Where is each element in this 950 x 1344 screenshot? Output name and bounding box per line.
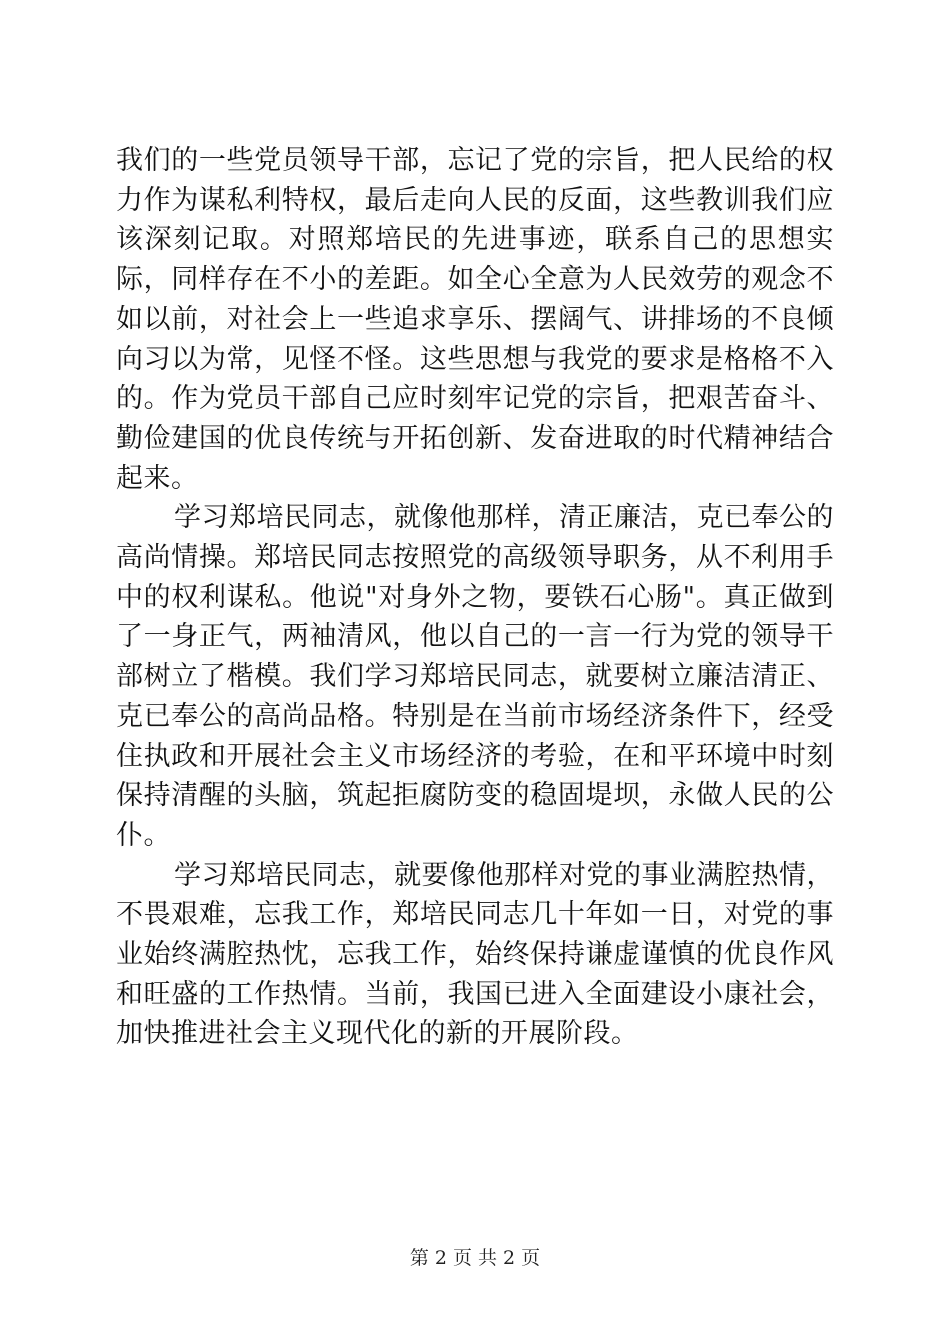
paragraph-3: 学习郑培民同志，就要像他那样对党的事业满腔热情，不畏艰难，忘我工作，郑培民同志几十年如一日，对党的事业始终满腔热忱，忘我工作，始终保持谦虚谨慎的优良作风和旺盛的工作热情。当前，我国已进入全面建设小康社会，加快推进社会主义现代化的新的开展阶段。	[116, 859, 834, 1050]
paragraph-2: 学习郑培民同志，就像他那样，清正廉洁，克已奉公的高尚情操。郑培民同志按照党的高级领导职务，从不利用手中的权利谋私。他说"对身外之物，要铁石心肠"。真正做到了一身正气，两袖清风，他以自己的一言一行为党的领导干部树立了楷模。我们学习郑培民同志，就要树立廉洁清正、克已奉公的高尚品格。特别是在当前市场经济条件下，经受住执政和开展社会主义市场经济的考验，在和平环境中时刻保持清醒的头脑，筑起拒腐防变的稳固堤坝，永做人民的公仆。	[116, 502, 834, 851]
document-body	[116, 141, 834, 1054]
page-number-footer: 第 2 页 共 2 页	[409, 1247, 541, 1269]
paragraph-1: 我们的一些党员领导干部，忘记了党的宗旨，把人民给的权力作为谋私利特权，最后走向人民的反面，这些教训我们应该深刻记取。对照郑培民的先进事迹，联系自己的思想实际，同样存在不小的差距。如全心全意为人民效劳的观念不如以前，对社会上一些追求享乐、摆阔气、讲排场的不良倾向习以为常，见怪不怪。这些思想与我党的要求是格格不入的。作为党员干部自己应时刻牢记党的宗旨，把艰苦奋斗、勤俭建国的优良传统与开拓创新、发奋进取的时代精神结合起来。	[116, 145, 834, 494]
